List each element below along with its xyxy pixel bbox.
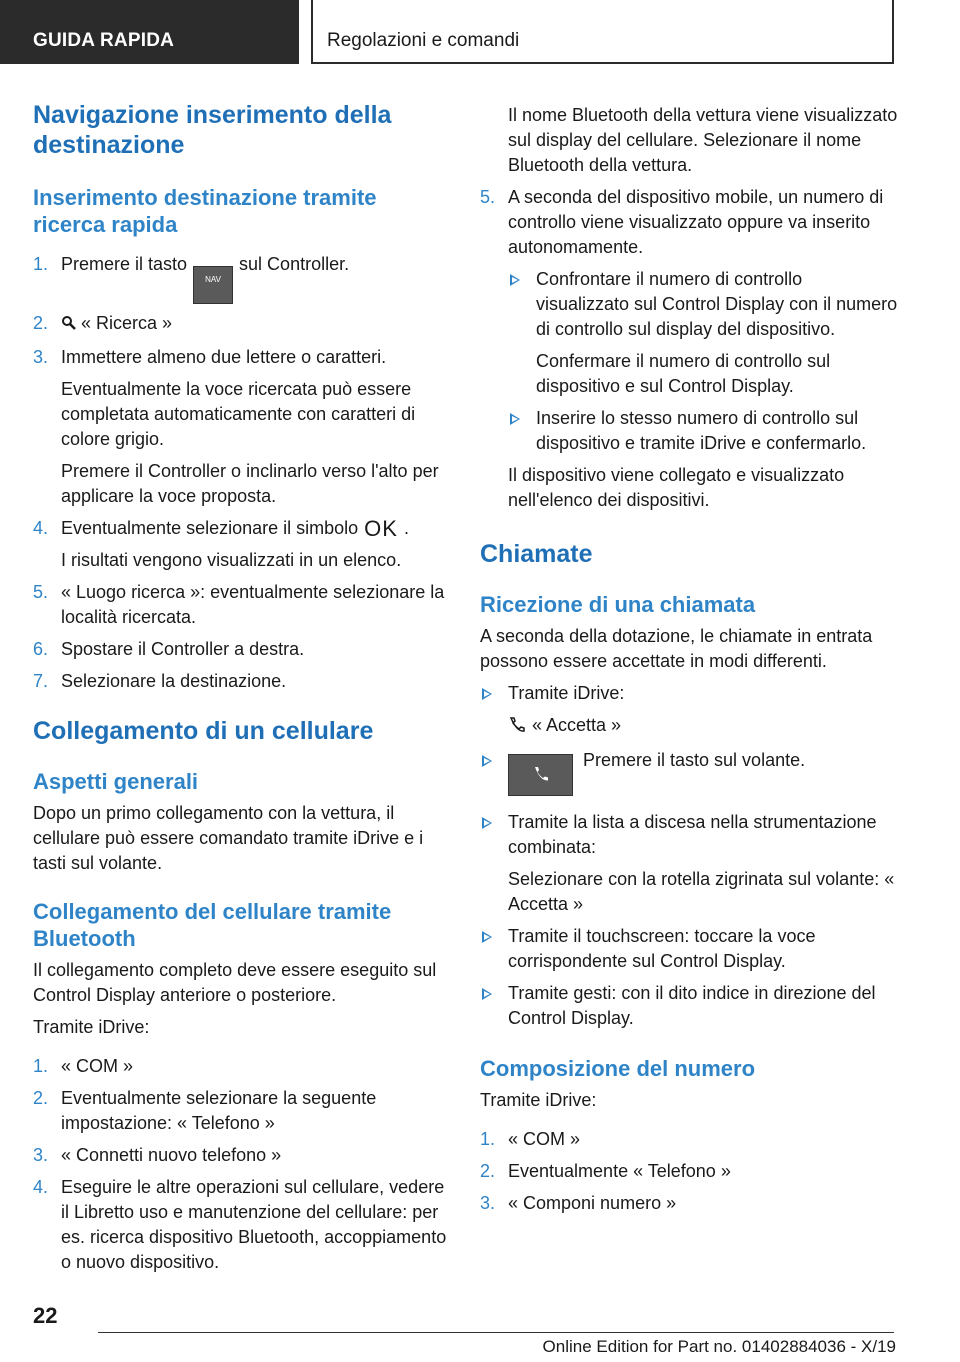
heading-dial-number: Composizione del numero — [480, 1056, 756, 1081]
nav-step-4-note: I risultati vengono visualizzati in un elenco. — [61, 550, 402, 570]
general-text: Dopo un primo collegamento con la vettura, il cellulare può essere comandato tramite iDrive e i tasti sul volante. — [33, 803, 424, 873]
nav-step-5: 5. « Luogo ricerca »: eventualmente selezionare la località ricercata. — [33, 582, 445, 627]
receive-text: A seconda della dotazione, le chiamate in entrata possono essere accettate in modi differenti. — [480, 626, 873, 671]
receive-touchscreen: Tramite il touchscreen: toccare la voce corrispondente sul Control Display. — [480, 924, 900, 974]
nav-button-icon: NAV — [193, 266, 233, 304]
bt-step-5: 5. A seconda del dispositivo mobile, un numero di controllo viene visualizzato oppure va inserito autonomamente. — [480, 187, 884, 257]
left-column — [33, 100, 448, 1275]
dial-step-1: 1. « COM » — [480, 1129, 581, 1149]
bt-step-4-continued: Il nome Bluetooth della vettura viene visualizzato sul display del cellulare. Selezionare il nome Bluetooth della vettura. — [508, 105, 898, 175]
dial-step-2: 2. Eventualmente « Telefono » — [480, 1161, 731, 1181]
bluetooth-text: Il collegamento completo deve essere eseguito sul Control Display anteriore o posteriore. — [33, 960, 437, 1005]
heading-quick-search: Inserimento destinazione tramite ricerca rapida — [33, 185, 377, 237]
header-section-tab — [0, 0, 299, 64]
nav-step-6: 6. Spostare il Controller a destra. — [33, 639, 305, 659]
dial-via-idrive: Tramite iDrive: — [480, 1090, 597, 1110]
header-section: GUIDA RAPIDA — [33, 30, 175, 51]
header-chapter-tab — [311, 0, 894, 64]
bt-step-4: 4. Eseguire le altre operazioni sul cellulare, vedere il Libretto uso e manutenzione del cellulare: per es. ricerca dispositivo Bluetooth, accoppiamento o nuovo dispositivo. — [33, 1177, 447, 1272]
dial-step-3: 3. « Componi numero » — [480, 1193, 677, 1213]
bt-step-2: 2. Eventualmente selezionare la seguente impostazione: « Telefono » — [33, 1088, 377, 1133]
bt-step-5-bullets — [480, 267, 900, 456]
bt-step-1: 1. « COM » — [33, 1056, 134, 1076]
nav-step-3-note-2: Premere il Controller o inclinarlo verso l'alto per applicare la voce proposta. — [61, 461, 439, 506]
nav-step-3: 3. Immettere almeno due lettere o caratteri. — [33, 347, 387, 367]
nav-step-3-note-1: Eventualmente la voce ricercata può essere completata automaticamente con caratteri di colore grigio. — [61, 379, 416, 449]
heading-navigation: Navigazione inserimento della destinazione — [33, 101, 392, 159]
receive-idrive-accept: « Accetta » — [480, 713, 900, 741]
bt-bullet-compare-note: Confermare il numero di controllo sul dispositivo e sul Control Display. — [536, 351, 831, 396]
heading-phone-connection: Collegamento di un cellulare — [33, 717, 374, 745]
footer-divider — [98, 1332, 894, 1333]
heading-general: Aspetti generali — [33, 769, 199, 794]
right-column — [480, 103, 900, 1216]
page-number: 22 — [33, 1303, 58, 1328]
heading-calls: Chiamate — [480, 540, 593, 568]
phone-handset-icon — [508, 716, 532, 741]
bt-connected-note: Il dispositivo viene collegato e visualizzato nell'elenco dei dispositivi. — [508, 465, 845, 510]
nav-step-1: 1. Premere il tastoNAVsul Controller. — [33, 252, 448, 304]
heading-receive-call: Ricezione di una chiamata — [480, 592, 756, 617]
header-chapter: Regolazioni e comandi — [327, 30, 520, 51]
nav-step-7: 7. Selezionare la destinazione. — [33, 671, 287, 691]
bt-step-3: 3. « Connetti nuovo telefono » — [33, 1145, 282, 1165]
receive-idrive: Tramite iDrive: — [480, 681, 900, 706]
heading-bluetooth: Collegamento del cellulare tramite Bluetooth — [33, 899, 392, 951]
bt-bullet-compare: Confrontare il numero di controllo visualizzato sul Control Display con il numero di controllo sul display del dispositivo. — [508, 267, 900, 342]
receive-instrument-list: Tramite la lista a discesa nella strumentazione combinata: — [480, 810, 900, 860]
nav-step-2: 2. « Ricerca » — [33, 311, 448, 338]
bluetooth-via-idrive: Tramite iDrive: — [33, 1017, 150, 1037]
receive-instrument-note: Selezionare con la rotella zigrinata sul volante: « Accetta » — [508, 869, 895, 914]
receive-gestures: Tramite gesti: con il dito indice in direzione del Control Display. — [480, 981, 900, 1031]
ok-symbol-icon: OK — [364, 516, 398, 541]
nav-step-4: 4. Eventualmente selezionare il simbolo OK . — [33, 516, 409, 541]
footer-edition: Online Edition for Part no. 01402884036 - X/19 — [542, 1337, 896, 1356]
receive-steering-button: Premere il tasto sul volante. — [480, 748, 900, 796]
bt-bullet-enter: Inserire lo stesso numero di controllo sul dispositivo e tramite iDrive e confermarlo. — [508, 406, 900, 456]
search-icon — [61, 313, 81, 338]
steering-phone-button-icon — [508, 754, 573, 796]
